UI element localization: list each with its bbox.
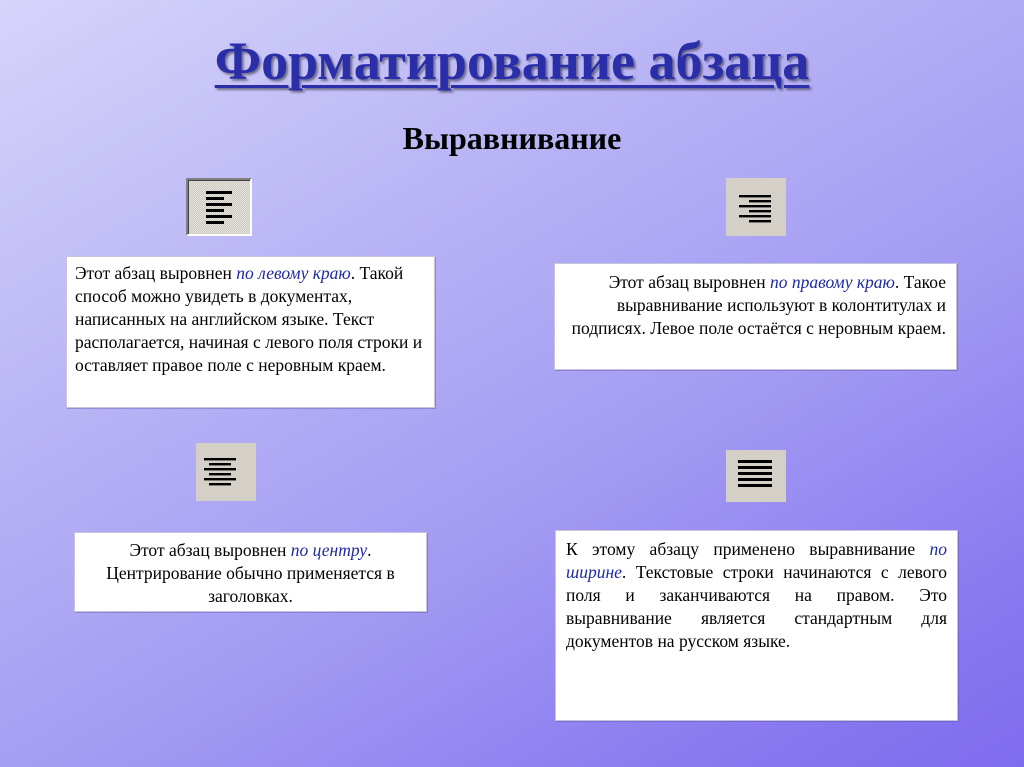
- emphasis-text: по центру: [290, 540, 368, 560]
- center-aligned-paragraph: [74, 532, 427, 612]
- paragraph-text: . Такой способ можно увидеть в документах, написанных на английском языке. Текст располагается, начиная с левого поля строки и оставляет правое поле с неровным краем.: [75, 263, 423, 375]
- align-justify-button[interactable]: [726, 450, 786, 502]
- paragraph-text: Этот абзац выровнен: [129, 540, 291, 560]
- paragraph-text: . Такое выравнивание используют в колонтитулах и подписях. Левое поле остаётся с неровным краем.: [571, 272, 946, 338]
- align-right-button[interactable]: [726, 178, 786, 236]
- align-justify-icon: [726, 450, 786, 502]
- emphasis-text: по правому краю: [769, 272, 895, 292]
- justified-paragraph: [555, 530, 958, 721]
- slide-subtitle: Выравнивание: [402, 120, 622, 156]
- right-aligned-paragraph: [554, 263, 957, 370]
- emphasis-text: по левому краю: [236, 263, 351, 283]
- paragraph-text: К этому абзацу применено выравнивание: [566, 539, 930, 559]
- paragraph-text: . Центрирование обычно применяется в заголовках.: [106, 540, 395, 606]
- align-right-icon: [726, 178, 786, 236]
- align-center-button[interactable]: [196, 443, 256, 501]
- align-center-icon: [196, 443, 256, 501]
- paragraph-text: Этот абзац выровнен: [608, 272, 770, 292]
- paragraph-text: Этот абзац выровнен: [75, 263, 237, 283]
- align-left-button[interactable]: [186, 178, 252, 236]
- align-left-icon: [188, 180, 250, 234]
- emphasis-text: по ширине: [566, 539, 947, 582]
- left-aligned-paragraph: [66, 256, 435, 408]
- paragraph-text: . Текстовые строки начинаются с левого поля и заканчиваются на правом. Это выравнивание является стандартным для документов на русском языке.: [566, 562, 947, 651]
- slide-title: Форматирование абзаца: [214, 31, 810, 91]
